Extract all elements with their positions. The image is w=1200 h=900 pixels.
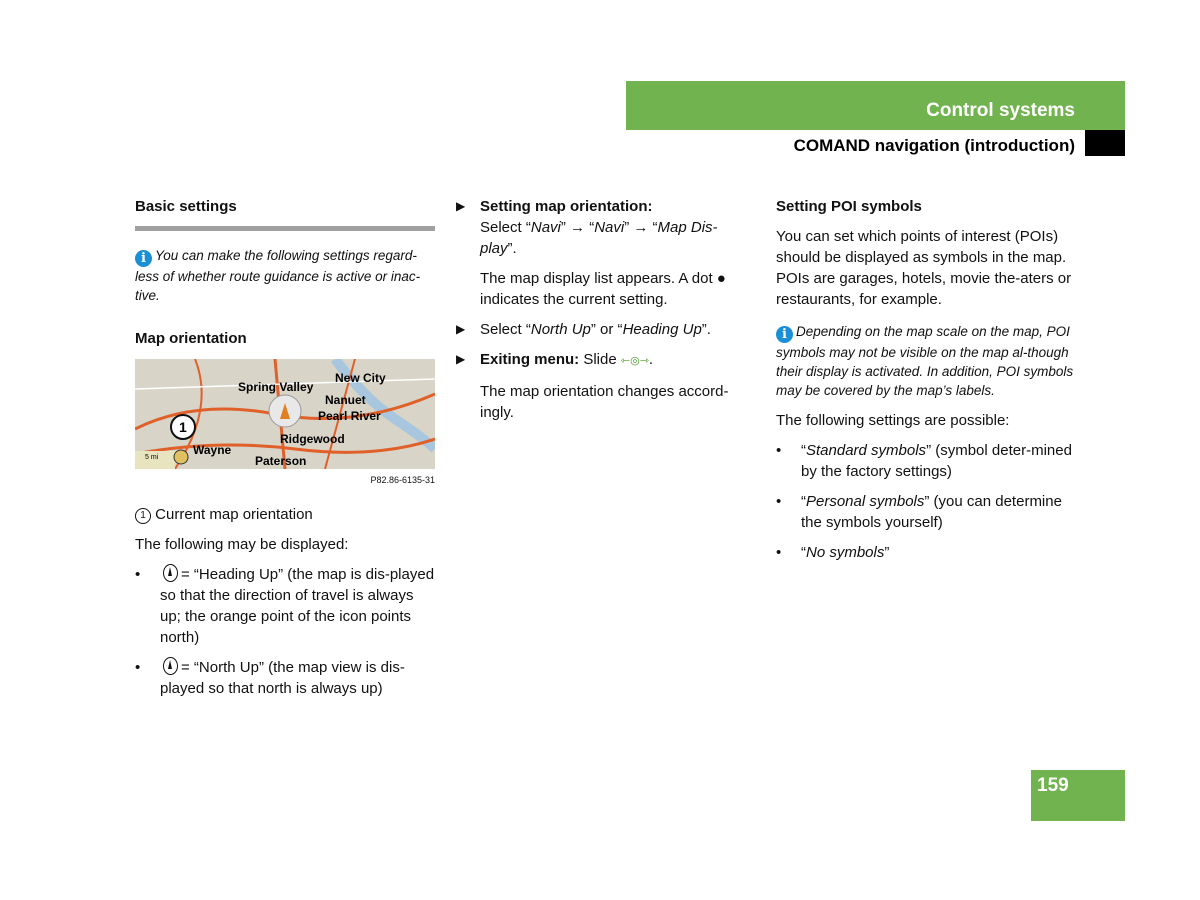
map-graphic — [135, 359, 435, 469]
right-column — [776, 196, 1076, 563]
list-item-personal: • “Personal symbols” (you can determine the symbols yourself) — [776, 493, 1062, 531]
info-icon: i — [776, 326, 793, 343]
poi-intro: You can set which points of interest (POIs) should be displayed as symbols in the map. POIs are garages, hotels, movie the-aters or restaurants, for example. — [776, 228, 1072, 308]
svg-text:Paterson: Paterson — [255, 454, 307, 468]
north-up-icon — [163, 657, 178, 675]
step-arrow-icon: ▶ — [456, 199, 466, 213]
step-select-orientation: ▶ Select “North Up” or “Heading Up”. — [456, 321, 711, 338]
svg-text:Ridgewood: Ridgewood — [280, 432, 345, 446]
step-arrow-icon: ▶ — [456, 322, 466, 336]
legend-line: 1 Current map orientation — [135, 504, 435, 525]
svg-text:Nanuet: Nanuet — [325, 393, 366, 407]
black-tab-marker — [1085, 130, 1125, 156]
basic-settings-heading: Basic settings — [135, 198, 237, 215]
step-arrow-icon: ▶ — [456, 352, 466, 366]
list-item-none: • “No symbols” — [776, 544, 890, 561]
middle-column — [456, 196, 748, 423]
svg-text:5 mi: 5 mi — [145, 454, 159, 461]
list-item-standard: • “Standard symbols” (symbol deter-mined by the factory settings) — [776, 442, 1072, 480]
section-title: Control systems — [926, 100, 1075, 121]
callout-1-icon: 1 — [135, 508, 151, 524]
svg-text:Pearl River: Pearl River — [318, 409, 381, 423]
image-code: P82.86-6135-31 — [370, 475, 435, 485]
possible-settings: The following settings are possible: — [776, 412, 1010, 429]
poi-heading: Setting POI symbols — [776, 198, 922, 215]
poi-info-note: i Depending on the map scale on the map, POI symbols may not be visible on the map al-though their display is activated. In addition, POI symbols may be covered by the map’s labels. — [776, 324, 1074, 398]
map-orientation-heading: Map orientation — [135, 330, 247, 347]
list-item-heading-up: • = “Heading Up” (the map is dis-played so that the direction of travel is always up; the orange point of the icon points north) — [135, 566, 435, 646]
info-icon: i — [135, 250, 152, 267]
step3-result: The map orientation changes accord-ingly. — [480, 383, 729, 421]
page-subtitle: COMAND navigation (introduction) — [793, 136, 1075, 155]
info-note: i You can make the following settings regard-less of whether route guidance is active or inac-tive. — [135, 248, 421, 303]
svg-text:New City: New City — [335, 371, 386, 385]
step-setting-orientation: ▶ Setting map orientation: Select “Navi” → “Navi” → “Map Dis-play”. — [456, 198, 718, 257]
svg-text:Spring Valley: Spring Valley — [238, 380, 314, 394]
map-image — [135, 359, 435, 469]
step1-result: The map display list appears. A dot ● indicates the current setting. — [480, 270, 726, 308]
svg-text:Wayne: Wayne — [193, 443, 232, 457]
heading-rule — [135, 226, 435, 231]
step-exit-menu: ▶ Exiting menu: Slide ⇽◎⇾. — [456, 351, 654, 368]
displayed-intro: The following may be displayed: — [135, 536, 349, 553]
left-column — [135, 196, 435, 699]
slide-left-icon: ⇽◎⇾ — [620, 355, 649, 367]
page-number: 159 — [1037, 775, 1069, 796]
heading-up-icon — [163, 564, 178, 582]
list-item-north-up: • = “North Up” (the map view is dis-played so that north is always up) — [135, 659, 405, 697]
svg-text:1: 1 — [179, 419, 187, 435]
